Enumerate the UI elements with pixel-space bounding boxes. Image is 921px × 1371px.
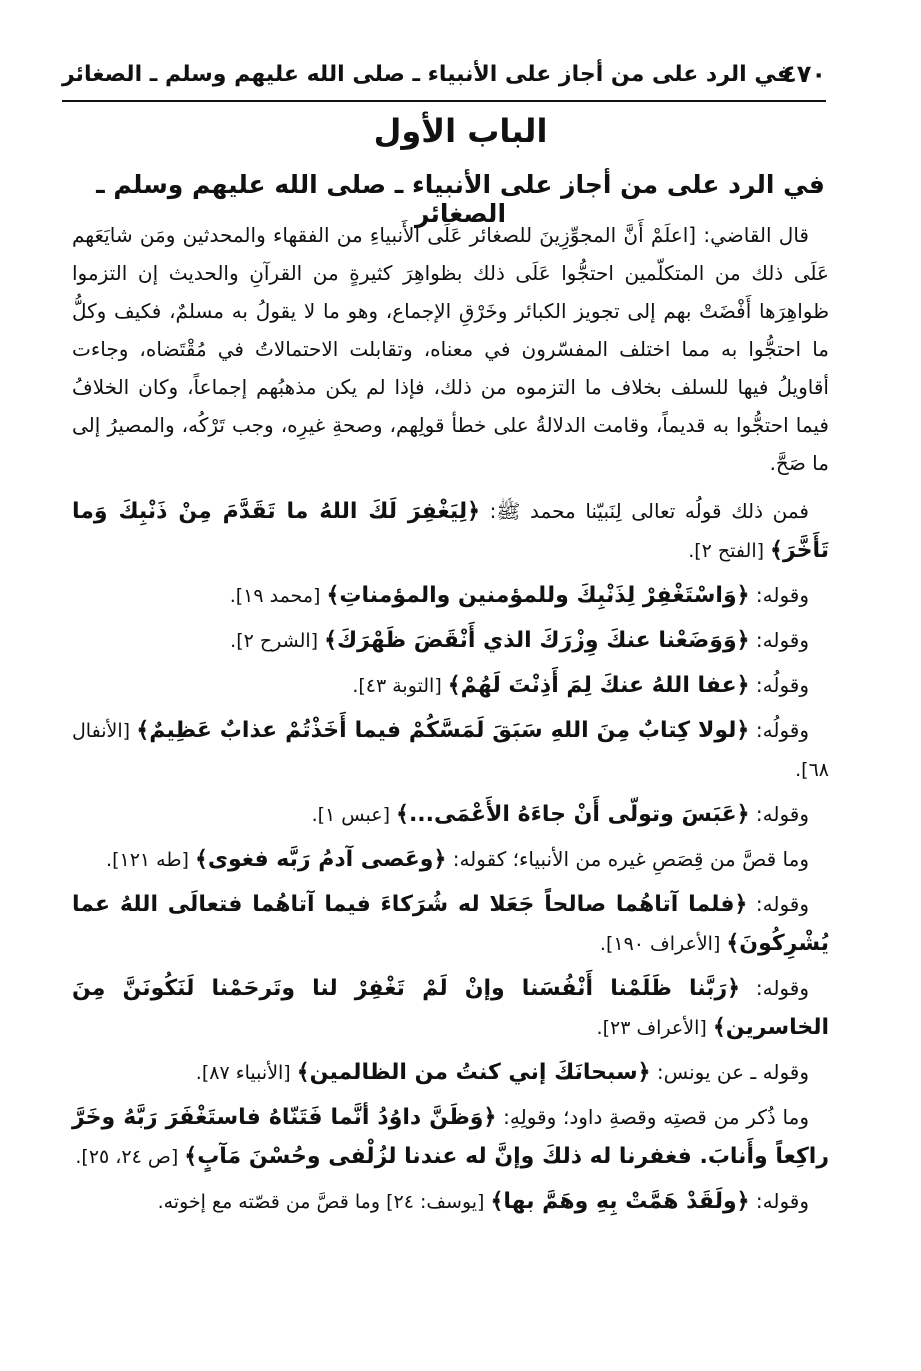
quran-verse: ﴿وَاسْتَغْفِرْ لِذَنْبِكَ وللمؤمنين والمؤمناتِ﴾: [326, 583, 750, 608]
list-item: [72, 840, 829, 879]
verse-reference: [الأنبياء ٨٧].: [195, 1062, 297, 1084]
quran-verse: ﴿وَوَضَعْنا عنكَ وِزْرَكَ الذي أَنْقَضَ ظَهْرَكَ﴾: [324, 628, 750, 653]
quran-verse: ﴿فلما آتاهُما صالحاً جَعَلا له شُرَكاءَ فيما آتاهُما فتعالَى اللهُ عما يُشْرِكُونَ﴾: [72, 892, 829, 956]
verse-reference: [يوسف: ٢٤] وما قصَّ من قصّته مع إخوته.: [157, 1191, 491, 1213]
item-lead: فمن ذلك قولُه تعالى لِنَبيّنا محمد ﷺ:: [479, 499, 809, 523]
verse-reference: [ص ٢٤، ٢٥].: [75, 1146, 185, 1168]
list-item: [72, 621, 829, 660]
page-number: ٤٧٠: [782, 60, 826, 88]
verse-reference: [عبس ١].: [311, 804, 397, 826]
quran-verse: ﴿وَظَنَّ داوُدُ أنَّما فَتَنّاهُ فاستَغْفَرَ رَبَّهُ وخَرَّ راكِعاً وأَنابَ. فغفرنا له ذلكَ وإنَّ له عندنا لزُلْفى وحُسْنَ مَآبٍ﴾: [72, 1105, 829, 1169]
item-lead: وقوله:: [749, 802, 809, 826]
item-lead: وقوله ـ عن يونس:: [650, 1060, 809, 1084]
item-lead: وقوله:: [749, 583, 809, 607]
chapter-title: الباب الأول: [373, 112, 548, 150]
verse-reference: [الشرح ٢].: [230, 630, 325, 652]
list-item: [72, 1182, 829, 1221]
quran-verse: ﴿وعَصى آدمُ رَبَّه فغوى﴾: [194, 847, 447, 872]
item-lead: وقولُه:: [749, 673, 809, 697]
quran-verse: ﴿رَبَّنا ظَلَمْنا أَنْفُسَنا وإنْ لَمْ تَغْفِرْ لنا وتَرحَمْنا لَنَكُونَنَّ مِنَ الخاسرين﴾: [72, 976, 829, 1040]
verse-reference: [محمد ١٩].: [229, 585, 327, 607]
list-item: [72, 711, 829, 789]
item-lead: وما ذُكر من قصتِه وقصةِ داود؛ وقولِهِ:: [496, 1105, 809, 1129]
list-item: [72, 576, 829, 615]
intro-paragraph: قال القاضي: [اعلَمْ أَنَّ المجوِّزِينَ للصغائر عَلَى الأَنبياءِ من الفقهاء والمحدثين ومَن شايَعَهم عَلَى ذلك من المتكلّمين احتجُّوا عَلَى ذلك بظواهِرَ كثيرةٍ من القرآنِ والحديث إن التزموا ظواهِرَها أَفْضَتْ بهم إلى تجويز الكبائر وخَرْقِ الإجماع، وهو ما لا يقولُ به مسلمٌ، فكيف وكلُّ ما احتجُّوا به مما اختلف المفسّرون في معناه، وتقابلت الاحتمالاتُ في مُقْتَضاه، وجاءت أقاويلُ فيها للسلف بخلاف ما التزموه من ذلك، فإذا لم يكن مذهبُهم إجماعاً، وكان الخلافُ فيما احتجُّوا به قديماً، وقامت الدلالةُ على خطأ قولِهم، وصحةِ غيرِه، وجب تَرْكُه، والمصيرُ إلى ما صَحَّ.: [72, 223, 829, 475]
item-lead: وقولُه:: [749, 718, 810, 742]
quran-verse: ﴿عفا اللهُ عنكَ لِمَ أَذِنْتَ لَهُمْ﴾: [447, 673, 750, 698]
running-title: في الرد على من أجاز على الأنبياء ـ صلى الله عليهم وسلم ـ الصغائر: [62, 62, 792, 87]
quran-verse: ﴿لِيَغْفِرَ لَكَ اللهُ ما تَقَدَّمَ مِنْ ذَنْبِكَ وَما تَأَخَّرَ﴾: [72, 499, 829, 563]
verse-reference: [التوبة ٤٣].: [352, 675, 448, 697]
item-lead: وقوله:: [747, 892, 809, 916]
list-item: [72, 492, 829, 570]
quran-verse: ﴿ولَقَدْ هَمَّتْ بِهِ وهَمَّ بها﴾: [490, 1189, 750, 1214]
list-item: [72, 795, 829, 834]
item-lead: وقوله:: [749, 628, 809, 652]
list-item: [72, 969, 829, 1047]
list-item: [72, 666, 829, 705]
verse-reference: [الفتح ٢].: [688, 540, 771, 562]
list-item: [72, 885, 829, 963]
verse-reference: [طه ١٢١].: [106, 849, 195, 871]
verse-reference: [الأعراف ١٩٠].: [599, 933, 727, 955]
running-header: [62, 60, 826, 102]
item-lead: وقوله:: [749, 1189, 809, 1213]
list-item: [72, 1098, 829, 1176]
verse-reference: [الأنفال ٦٨].: [72, 720, 829, 781]
body-text: [72, 216, 829, 1227]
verse-reference: [الأعراف ٢٣].: [596, 1017, 713, 1039]
item-lead: وقوله:: [740, 976, 809, 1000]
chapter-subtitle: في الرد على من أجاز على الأنبياء ـ صلى الله عليهم وسلم ـ الصغائر: [96, 170, 825, 228]
quran-verse: ﴿لولا كِتابٌ مِنَ اللهِ سَبَقَ لَمَسَّكُمْ فيما أَخَذْتُمْ عذابٌ عَظِيمٌ﴾: [136, 718, 750, 743]
list-item: [72, 1053, 829, 1092]
quran-verse: ﴿سبحانَكَ إني كنتُ من الظالمين﴾: [296, 1060, 651, 1085]
quran-verse: ﴿عَبَسَ وتولّى أَنْ جاءَهُ الأَعْمَى...﴾: [396, 802, 750, 827]
item-lead: وما قصَّ من قِصَصِ غيره من الأنبياء؛ كقوله:: [446, 847, 809, 871]
